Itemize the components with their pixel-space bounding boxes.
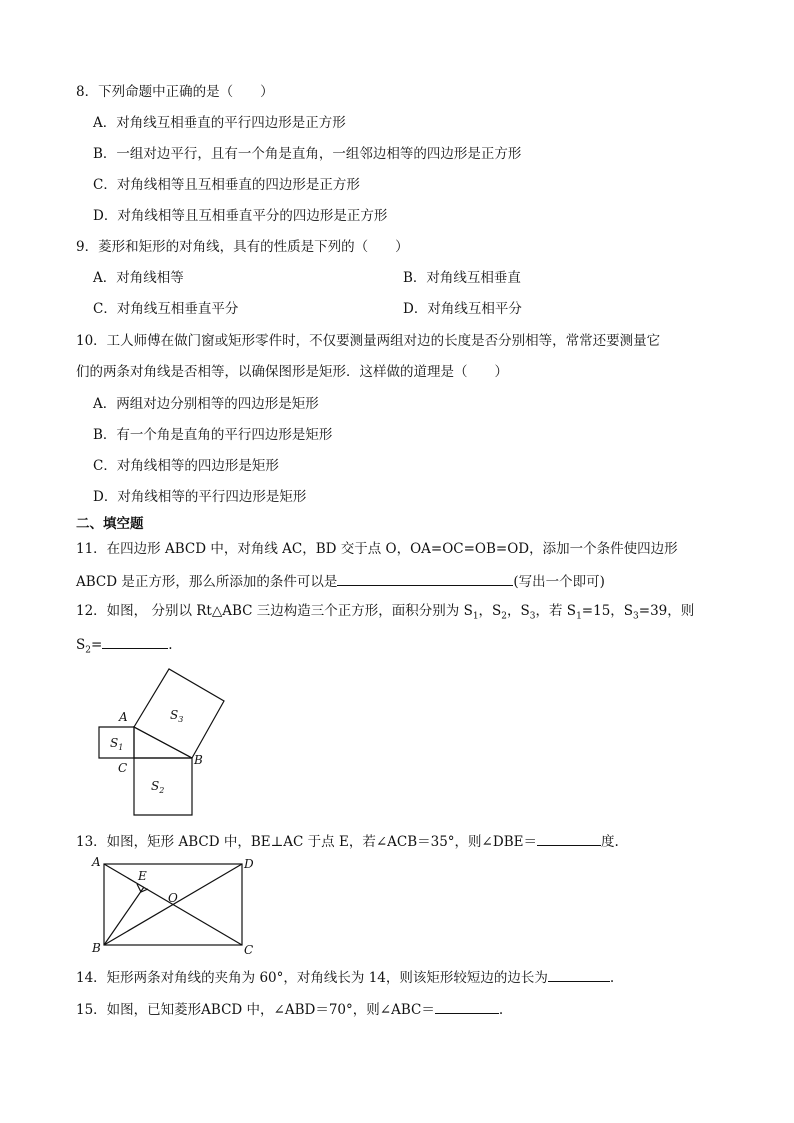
q11-line1: 11．在四边形 ABCD 中，对角线 AC，BD 交于点 O，OA=OC=OB=OD，添加一个条件使四边形 (76, 541, 678, 557)
q13-text-main: 13．如图，矩形 ABCD 中，BE⊥AC 于点 E，若∠ACB＝35°，则∠DBE＝ (76, 834, 537, 850)
q8-option-c: C．对角线相等且互相垂直的四边形是正方形 (93, 177, 360, 193)
label-s3: $S_3$ (170, 708, 184, 724)
q15-text (76, 999, 503, 1019)
label-e: E (138, 869, 147, 883)
q12-text: . (168, 637, 173, 653)
subscript: 2 (501, 611, 508, 622)
q15-text-suffix: . (498, 1002, 504, 1018)
q9-option-c: C．对角线互相垂直平分 (93, 301, 239, 317)
subscript: 3 (633, 611, 639, 622)
q8-option-d: D．对角线相等且互相垂直平分的四边形是正方形 (93, 208, 388, 224)
subscript: 1 (472, 611, 479, 622)
section-title: 二、填空题 (76, 516, 144, 532)
label-o: O (168, 891, 178, 905)
figure-pythagoras-squares (90, 660, 240, 820)
q12-line1 (76, 602, 694, 626)
q9-option-d: D．对角线互相平分 (403, 301, 522, 317)
q8-stem: 8．下列命题中正确的是（ ） (76, 84, 274, 100)
label-a: A (119, 710, 128, 724)
q8-option-a: A．对角线互相垂直的平行四边形是正方形 (93, 115, 346, 131)
square-s3 (134, 669, 224, 758)
q12-text: = (90, 637, 103, 653)
q10-option-c: C．对角线相等的四边形是矩形 (93, 458, 279, 474)
q14-text-suffix: . (609, 970, 615, 986)
label-s1: $S_1$ (110, 736, 124, 752)
answer-blank[interactable] (337, 571, 513, 586)
q12-text: S (76, 637, 86, 653)
right-triangle-abc (134, 727, 192, 758)
q14-text-main: 14．矩形两条对角线的夹角为 60°，对角线长为 14，则该矩形较短边的边长为 (76, 970, 548, 986)
q12-text: ，S (507, 603, 530, 619)
q15-text-main: 15．如图，已知菱形ABCD 中，∠ABD＝70°，则∠ABC＝ (76, 1002, 435, 1018)
figure-rectangle-abcd (88, 854, 268, 962)
q12-text: 12．如图， 分别以 Rt△ABC 三边构造三个正方形，面积分别为 S (76, 603, 473, 619)
label-b: B (92, 941, 101, 955)
q9-option-a: A．对角线相等 (93, 270, 184, 286)
answer-blank[interactable] (435, 999, 499, 1014)
q10-stem-line1: 10．工人师傅在做门窗或矩形零件时，不仅要测量两组对边的长度是否分别相等，常常还要测量它 (76, 333, 661, 349)
q12-text: ，若 S (535, 603, 577, 619)
q11-line2-text: ABCD 是正方形，那么所添加的条件可以是 (76, 574, 338, 590)
q10-option-a: A．两组对边分别相等的四边形是矩形 (93, 396, 319, 412)
label-b: B (194, 753, 203, 767)
label-s2: $S_2$ (151, 779, 165, 795)
label-c: C (118, 761, 128, 775)
answer-blank[interactable] (102, 634, 168, 649)
label-c: C (244, 943, 254, 957)
label-d: D (244, 857, 254, 871)
q14-text (76, 967, 614, 987)
q12-text: =15，S (581, 603, 634, 619)
q12-line2 (76, 634, 173, 660)
q13-text-suffix: 度. (600, 834, 619, 850)
subscript: 1 (576, 611, 582, 622)
q12-text: ，S (478, 603, 502, 619)
q11-line2-suffix: (写出一个即可) (513, 574, 605, 590)
answer-blank[interactable] (548, 967, 610, 982)
q11-line2 (76, 571, 605, 591)
q8-option-b: B．一组对边平行，且有一个角是直角，一组邻边相等的四边形是正方形 (93, 146, 522, 162)
label-a: A (92, 855, 101, 869)
subscript: 2 (85, 645, 91, 656)
answer-blank[interactable] (537, 831, 601, 846)
q13-text (76, 831, 619, 851)
q9-stem: 9．菱形和矩形的对角线，具有的性质是下列的（ ） (76, 239, 409, 255)
q10-option-d: D．对角线相等的平行四边形是矩形 (93, 489, 307, 505)
q10-stem-line2: 们的两条对角线是否相等，以确保图形是矩形．这样做的道理是（ ） (76, 364, 508, 380)
q12-text: =39，则 (638, 603, 695, 619)
q9-option-b: B．对角线互相垂直 (403, 270, 521, 286)
right-angle-mark (137, 884, 148, 892)
q10-option-b: B．有一个角是直角的平行四边形是矩形 (93, 427, 333, 443)
perpendicular-be (104, 887, 144, 945)
subscript: 3 (529, 611, 536, 622)
